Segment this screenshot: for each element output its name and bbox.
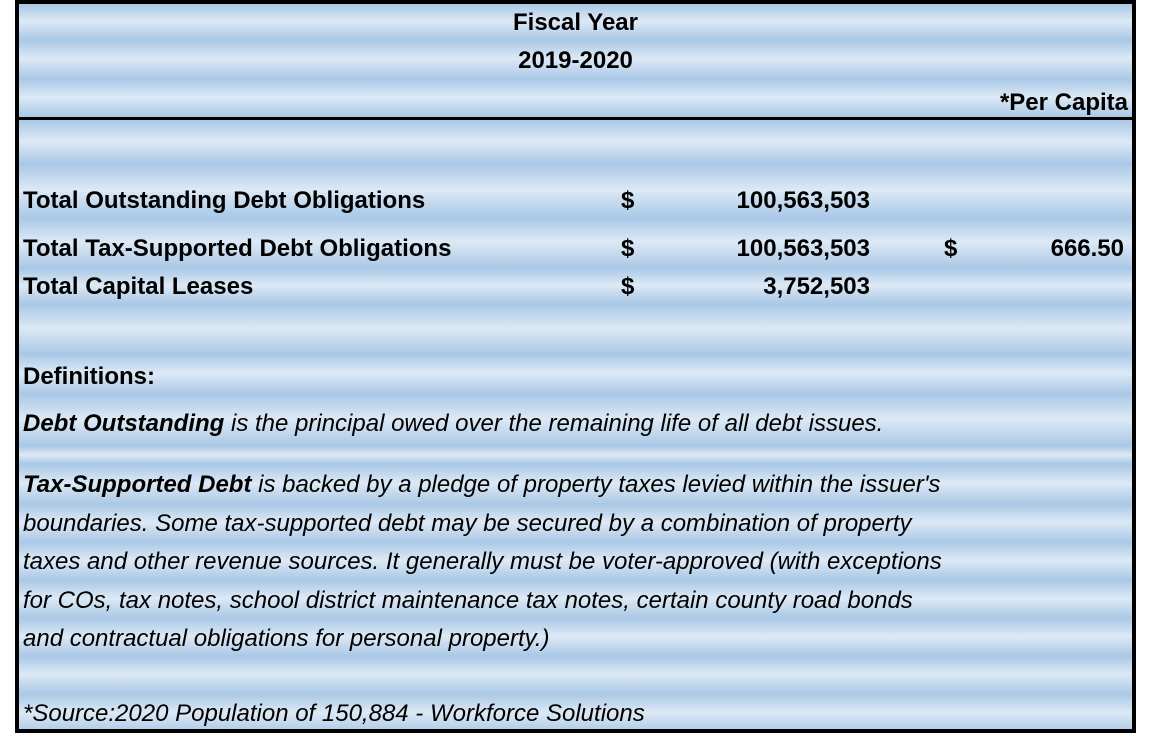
- definition-text: is backed by a pledge of property taxes levied within the issuer's: [251, 471, 941, 498]
- row-band: [19, 354, 1132, 394]
- definition-tax-supported-line: for COs, tax notes, school district maintenance tax notes, certain county road bonds: [23, 587, 913, 614]
- row-currency: $: [621, 273, 635, 300]
- row-amount: 100,563,503: [736, 187, 870, 214]
- row-label-tax-supported-debt: Total Tax-Supported Debt Obligations: [23, 235, 452, 262]
- definitions-heading: Definitions:: [23, 363, 155, 390]
- row-currency: $: [621, 187, 635, 214]
- definition-tax-supported-line: boundaries. Some tax-supported debt may be secured by a combination of property: [23, 510, 912, 537]
- row-label-outstanding-debt: Total Outstanding Debt Obligations: [23, 187, 426, 214]
- per-capita-value: 666.50: [1050, 235, 1124, 262]
- row-band: [19, 446, 1132, 464]
- source-footnote: *Source:2020 Population of 150,884 - Workforce Solutions: [23, 700, 645, 727]
- row-band: [19, 304, 1132, 354]
- definition-tax-supported-line: taxes and other revenue sources. It generally must be voter-approved (with exceptions: [23, 548, 942, 575]
- row-band: [19, 656, 1132, 694]
- definition-text: is the principal owed over the remaining life of all debt issues.: [224, 410, 884, 437]
- row-amount: 100,563,503: [736, 235, 870, 262]
- row-currency: $: [621, 235, 635, 262]
- definition-term: Tax-Supported Debt: [23, 471, 252, 498]
- per-capita-currency: $: [944, 235, 958, 262]
- row-band: [19, 120, 1132, 164]
- row-label-capital-leases: Total Capital Leases: [23, 273, 254, 300]
- per-capita-heading: *Per Capita: [999, 89, 1128, 116]
- row-band: [19, 79, 1132, 117]
- row-amount: 3,752,503: [763, 273, 870, 300]
- fiscal-year-heading: Fiscal Year: [513, 9, 638, 36]
- year-range: 2019-2020: [518, 47, 633, 74]
- definition-tax-supported-line: and contractual obligations for personal property.): [23, 625, 550, 652]
- debt-summary-table: [15, 0, 1136, 733]
- definition-term: Debt Outstanding: [23, 410, 225, 437]
- definition-debt-outstanding: [23, 411, 883, 437]
- definition-tax-supported-line: [23, 472, 940, 498]
